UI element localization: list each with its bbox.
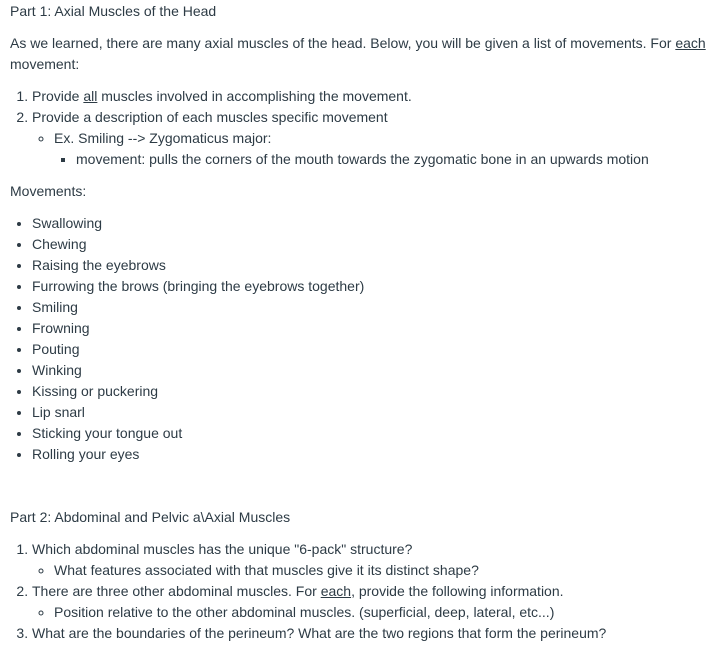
movements-list [10, 213, 710, 465]
movement-item: • Raising the eyebrows [32, 255, 710, 276]
instruction-1: 1. Provide all muscles involved in accomplishing the movement. [32, 86, 710, 107]
part1-intro: As we learned, there are many axial muscles of the head. Below, you will be given a list of movements. For each movement: [10, 35, 706, 72]
movement-item: • Winking [32, 360, 710, 381]
movement-item: • Furrowing the brows (bringing the eyebrows together) [32, 276, 710, 297]
movement-item: • Lip snarl [32, 402, 710, 423]
instruction-2: 2. Provide a description of each muscles specific movement ◦ Ex. Smiling --> Zygomaticus major: ▪ movement: pulls the corners of the mouth towards the zygomatic bone in an upwards motion [32, 107, 710, 170]
movement-item: • Smiling [32, 297, 710, 318]
question-3: 3. What are the boundaries of the perineum? What are the two regions that form the perineum? [32, 623, 710, 644]
part1-instructions [10, 86, 710, 170]
movement-item: • Chewing [32, 234, 710, 255]
example-detail: ▪ movement: pulls the corners of the mouth towards the zygomatic bone in an upwards motion [76, 149, 710, 170]
question-1-sub: ◦ What features associated with that muscles give it its distinct shape? [54, 560, 710, 581]
movements-label: Movements: [10, 183, 87, 199]
part2-title: Part 2: Abdominal and Pelvic a\Axial Muscles [10, 509, 291, 525]
question-1: 1. Which abdominal muscles has the unique "6-pack" structure? ◦ What features associated with that muscles give it its distinct shape? [32, 539, 710, 581]
movement-item: • Swallowing [32, 213, 710, 234]
part1-title: Part 1: Axial Muscles of the Head [10, 3, 217, 19]
movement-item: • Pouting [32, 339, 710, 360]
movement-item: • Frowning [32, 318, 710, 339]
part2-questions [10, 539, 710, 644]
question-2: 2. There are three other abdominal muscles. For each, provide the following information. ◦ Position relative to the other abdominal muscles. (superficial, deep, lateral, etc...) [32, 581, 710, 623]
example-item: ◦ Ex. Smiling --> Zygomaticus major: ▪ movement: pulls the corners of the mouth towards the zygomatic bone in an upwards motion [54, 128, 710, 170]
movement-item: • Sticking your tongue out [32, 423, 710, 444]
movement-item: • Kissing or puckering [32, 381, 710, 402]
movement-item: • Rolling your eyes [32, 444, 710, 465]
question-2-sub: ◦ Position relative to the other abdominal muscles. (superficial, deep, lateral, etc...) [54, 602, 710, 623]
